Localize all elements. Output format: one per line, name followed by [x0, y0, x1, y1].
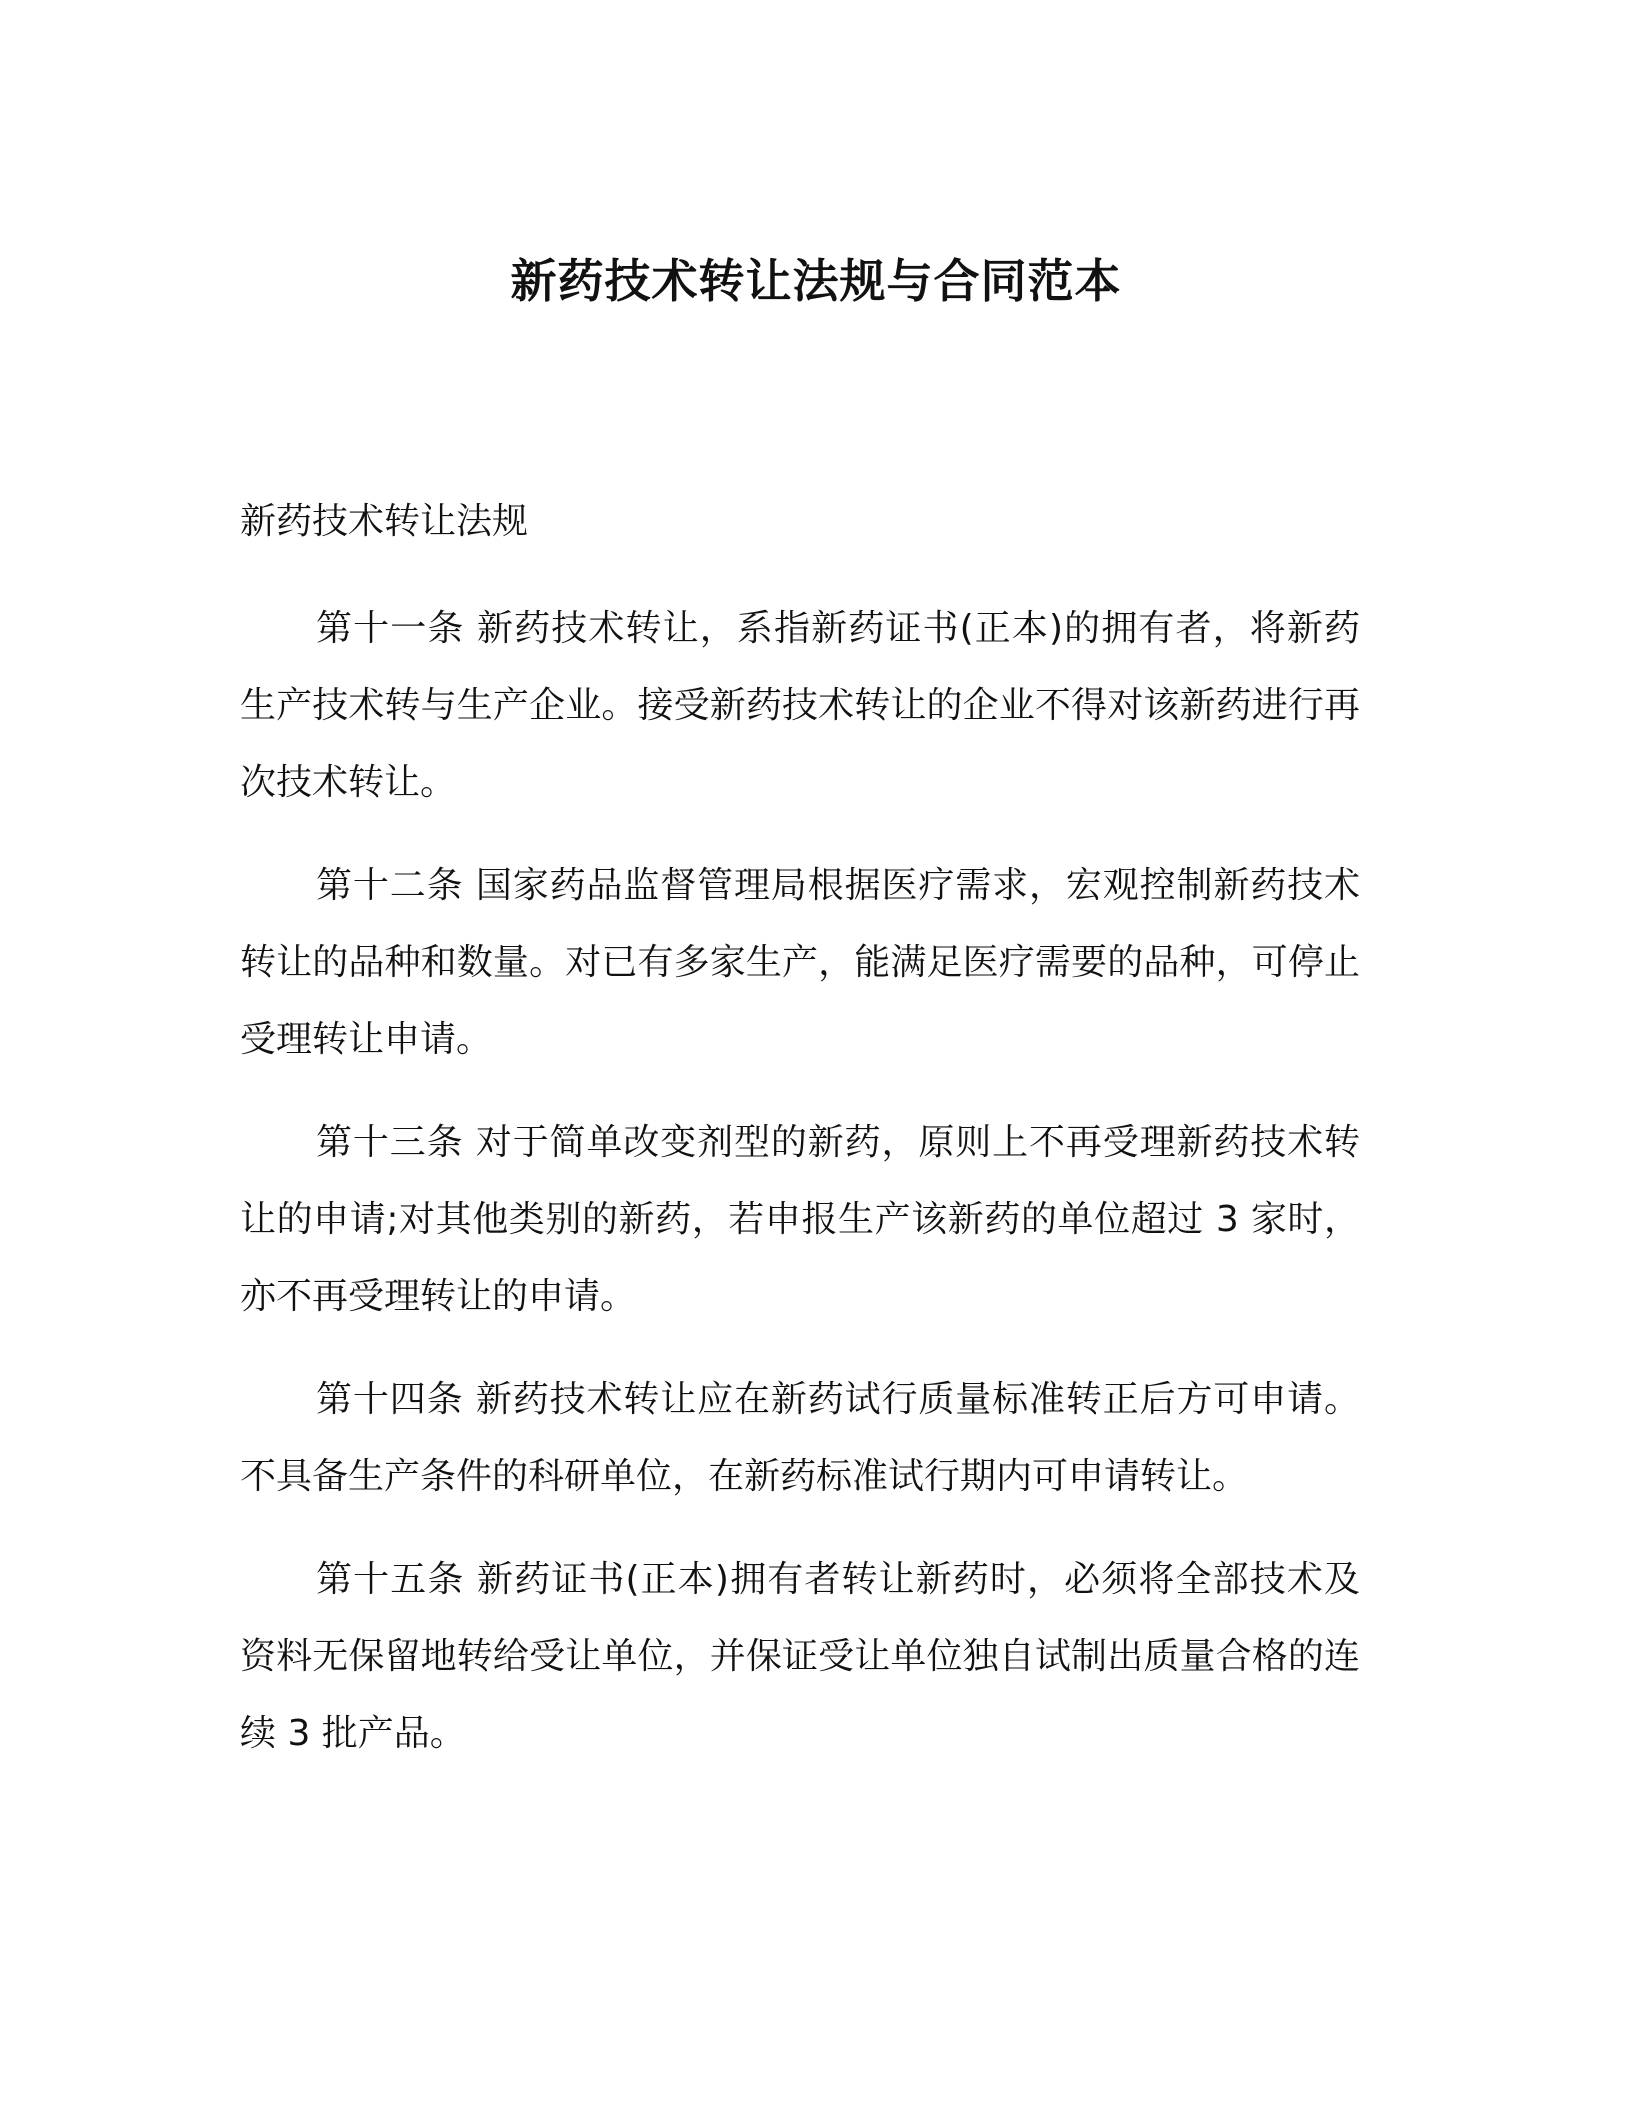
document-title: 新药技术转让法规与合同范本	[510, 253, 1122, 308]
article-15: 第十五条 新药证书(正本)拥有者转让新药时，必须将全部技术及资料无保留地转给受让单位，并保证受让单位独自试制出质量合格的连续 3 批产品。	[240, 1559, 1360, 1754]
article-14: 第十四条 新药技术转让应在新药试行质量标准转正后方可申请。不具备生产条件的科研单位，在新药标准试行期内可申请转让。	[240, 1379, 1360, 1497]
article-12: 第十二条 国家药品监督管理局根据医疗需求，宏观控制新药技术转让的品种和数量。对已有多家生产，能满足医疗需要的品种，可停止受理转让申请。	[240, 865, 1360, 1060]
document-body	[240, 488, 1360, 1798]
article-11: 第十一条 新药技术转让，系指新药证书(正本)的拥有者，将新药生产技术转与生产企业。接受新药技术转让的企业不得对该新药进行再次技术转让。	[240, 608, 1360, 803]
section-heading: 新药技术转让法规	[240, 501, 529, 542]
article-13: 第十三条 对于简单改变剂型的新药，原则上不再受理新药技术转让的申请;对其他类别的新药，若申报生产该新药的单位超过 3 家时，亦不再受理转让的申请。	[240, 1122, 1360, 1317]
